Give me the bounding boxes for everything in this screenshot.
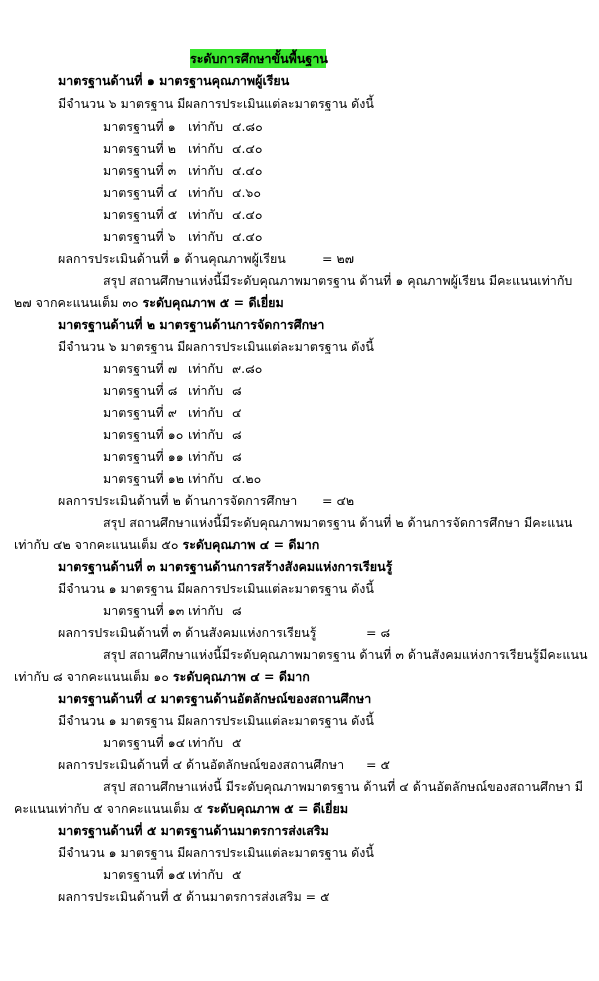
standard-label: มาตรฐานที่ ๙ [103, 405, 177, 420]
section-2-result-value: = ๔๒ [322, 493, 355, 508]
equals-word: เท่ากับ [188, 185, 224, 200]
section-1-result-label: ผลการประเมินด้านที่ ๑ ด้านคุณภาพผู้เรียน [58, 251, 286, 266]
section-1-result-value: = ๒๗ [322, 251, 355, 266]
section-1-summary-cont [14, 297, 284, 310]
section-4-result-label: ผลการประเมินด้านที่ ๔ ด้านอัตลักษณ์ของสถานศึกษา [58, 757, 345, 772]
section-2-heading: มาตรฐานด้านที่ ๒ มาตรฐานด้านการจัดการศึกษา [58, 317, 325, 332]
standard-label: มาตรฐานที่ ๑๐ [103, 427, 184, 442]
summary-score: เท่ากับ ๘ จากคะแนนเต็ม ๑๐ [14, 669, 169, 684]
equals-word: เท่ากับ [188, 735, 224, 750]
equals-word: เท่ากับ [188, 229, 224, 244]
equals-word: เท่ากับ [188, 449, 224, 464]
section-2-result-label: ผลการประเมินด้านที่ ๒ ด้านการจัดการศึกษา [58, 493, 298, 508]
standard-value: ๔ [232, 405, 242, 420]
standard-value: ๘ [232, 383, 242, 398]
section-5-result-label: ผลการประเมินด้านที่ ๕ ด้านมาตรการส่งเสริม = ๕ [58, 889, 330, 904]
standard-value: ๘ [232, 603, 242, 618]
section-5-heading: มาตรฐานด้านที่ ๕ มาตรฐานด้านมาตรการส่งเสริม [58, 823, 329, 838]
section-3-heading: มาตรฐานด้านที่ ๓ มาตรฐานด้านการสร้างสังคมแห่งการเรียนรู้ [58, 559, 393, 574]
standard-value: ๔.๔๐ [232, 163, 263, 178]
standard-value: ๘ [232, 449, 242, 464]
quality-level: ระดับคุณภาพ ๔ = ดีมาก [182, 537, 320, 552]
section-3-result-label: ผลการประเมินด้านที่ ๓ ด้านสังคมแห่งการเรียนรู้ [58, 625, 317, 640]
section-2-intro: มีจำนวน ๖ มาตรฐาน มีผลการประเมินแต่ละมาตรฐาน ดังนี้ [58, 339, 374, 354]
equals-word: เท่ากับ [188, 405, 224, 420]
standard-value: ๕ [232, 867, 242, 882]
equals-word: เท่ากับ [188, 603, 224, 618]
equals-word: เท่ากับ [188, 119, 224, 134]
summary-score: คะแนนเท่ากับ ๕ จากคะแนนเต็ม ๕ [14, 801, 203, 816]
standard-label: มาตรฐานที่ ๖ [103, 229, 176, 244]
standard-value: ๙.๘๐ [232, 361, 263, 376]
section-4-summary-cont [14, 803, 348, 816]
section-3-intro: มีจำนวน ๑ มาตรฐาน มีผลการประเมินแต่ละมาตรฐาน ดังนี้ [58, 581, 374, 596]
section-4-heading: มาตรฐานด้านที่ ๔ มาตรฐานด้านอัตลักษณ์ของสถานศึกษา [58, 691, 372, 706]
quality-level: ระดับคุณภาพ ๔ = ดีมาก [172, 669, 310, 684]
standard-value: ๔.๖๐ [232, 185, 261, 200]
standard-label: มาตรฐานที่ ๑๔ [103, 735, 186, 750]
section-2-summary: สรุป สถานศึกษาแห่งนี้มีระดับคุณภาพมาตรฐาน ด้านที่ ๒ ด้านการจัดการศึกษา มีคะแนน [103, 515, 573, 530]
quality-level: ระดับคุณภาพ ๕ = ดีเยี่ยม [206, 801, 349, 816]
standard-value: ๔.๔๐ [232, 141, 263, 156]
page-title: ระดับการศึกษาขั้นพื้นฐาน [190, 51, 328, 66]
section-3-summary: สรุป สถานศึกษาแห่งนี้มีระดับคุณภาพมาตรฐาน ด้านที่ ๓ ด้านสังคมแห่งการเรียนรู้มีคะแนน [103, 647, 588, 662]
standard-label: มาตรฐานที่ ๕ [103, 207, 178, 222]
section-5-intro: มีจำนวน ๑ มาตรฐาน มีผลการประเมินแต่ละมาตรฐาน ดังนี้ [58, 845, 374, 860]
standard-value: ๕ [232, 735, 242, 750]
section-4-result-value: = ๕ [366, 757, 390, 772]
standard-value: ๔.๒๐ [232, 471, 262, 486]
standard-value: ๔.๘๐ [232, 119, 263, 134]
summary-score: เท่ากับ ๔๒ จากคะแนนเต็ม ๕๐ [14, 537, 179, 552]
summary-score: ๒๗ จากคะแนนเต็ม ๓๐ [14, 295, 139, 310]
standard-label: มาตรฐานที่ ๑๒ [103, 471, 184, 486]
standard-value: ๘ [232, 427, 242, 442]
section-4-summary: สรุป สถานศึกษาแห่งนี้ มีระดับคุณภาพมาตรฐาน ด้านที่ ๔ ด้านอัตลักษณ์ของสถานศึกษา มี [103, 779, 583, 794]
standard-label: มาตรฐานที่ ๒ [103, 141, 177, 156]
section-1-summary: สรุป สถานศึกษาแห่งนี้มีระดับคุณภาพมาตรฐาน ด้านที่ ๑ คุณภาพผู้เรียน มีคะแนนเท่ากับ [103, 273, 573, 288]
section-2-summary-cont [14, 539, 319, 552]
equals-word: เท่ากับ [188, 207, 224, 222]
section-3-summary-cont [14, 671, 310, 684]
equals-word: เท่ากับ [188, 141, 224, 156]
equals-word: เท่ากับ [188, 383, 224, 398]
section-3-result-value: = ๘ [366, 625, 391, 640]
standard-value: ๔.๔๐ [232, 207, 263, 222]
section-1-intro: มีจำนวน ๖ มาตรฐาน มีผลการประเมินแต่ละมาตรฐาน ดังนี้ [58, 96, 374, 111]
equals-word: เท่ากับ [188, 471, 224, 486]
equals-word: เท่ากับ [188, 361, 224, 376]
standard-label: มาตรฐานที่ ๑๕ [103, 867, 186, 882]
section-1-heading: มาตรฐานด้านที่ ๑ มาตรฐานคุณภาพผู้เรียน [58, 73, 290, 88]
section-4-intro: มีจำนวน ๑ มาตรฐาน มีผลการประเมินแต่ละมาตรฐาน ดังนี้ [58, 713, 374, 728]
standard-label: มาตรฐานที่ ๔ [103, 185, 178, 200]
standard-label: มาตรฐานที่ ๘ [103, 383, 178, 398]
equals-word: เท่ากับ [188, 163, 224, 178]
standard-label: มาตรฐานที่ ๑ [103, 119, 176, 134]
standard-label: มาตรฐานที่ ๗ [103, 361, 178, 376]
standard-label: มาตรฐานที่ ๑๓ [103, 603, 185, 618]
quality-level: ระดับคุณภาพ ๕ = ดีเยี่ยม [142, 295, 284, 310]
standard-label: มาตรฐานที่ ๑๑ [103, 449, 184, 464]
equals-word: เท่ากับ [188, 427, 224, 442]
standard-value: ๔.๔๐ [232, 229, 263, 244]
equals-word: เท่ากับ [188, 867, 224, 882]
standard-label: มาตรฐานที่ ๓ [103, 163, 177, 178]
